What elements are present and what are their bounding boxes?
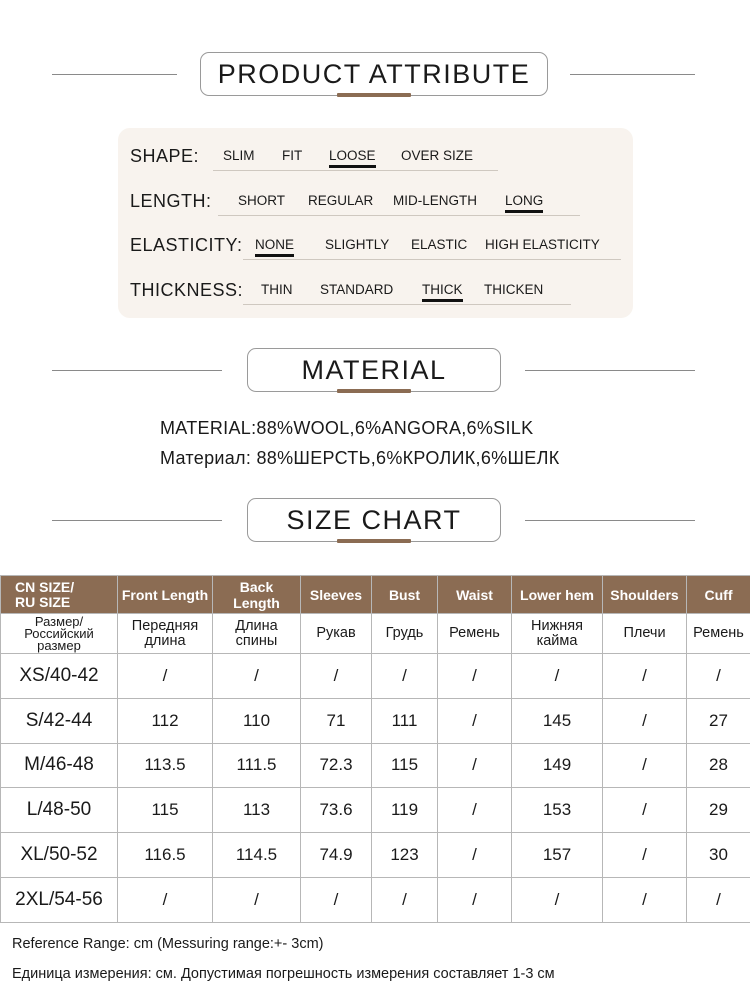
measurement-cell: / (438, 833, 512, 878)
divider-right (525, 520, 695, 521)
size-chart-table (0, 575, 750, 923)
measurement-cell: 123 (372, 833, 438, 878)
measurement-cell: 114.5 (213, 833, 301, 878)
measurement-cell: 27 (687, 698, 750, 743)
measurement-cell: 112 (118, 698, 213, 743)
column-header: Shoulders (603, 576, 687, 614)
attribute-row-length (118, 187, 633, 217)
measurement-cell: / (438, 788, 512, 833)
section-title: PRODUCT ATTRIBUTE (200, 52, 548, 96)
column-header-ru: Ремень (438, 614, 512, 654)
attribute-label: THICKNESS: (130, 280, 244, 300)
measurement-cell: 115 (118, 788, 213, 833)
measurement-cell: / (438, 877, 512, 922)
reference-ru: Единица измерения: см. Допустимая погрешность измерения составляет 1-3 см (12, 966, 555, 982)
measurement-cell: / (372, 654, 438, 699)
measurement-cell: / (603, 654, 687, 699)
measurement-cell: 149 (512, 743, 603, 788)
measurement-cell: / (687, 654, 750, 699)
measurement-cell: / (512, 654, 603, 699)
attribute-option: MID-LENGTH (393, 193, 477, 208)
attribute-row-elasticity (118, 231, 633, 261)
size-chart-header (0, 498, 750, 544)
column-header-ru: Ремень (687, 614, 750, 654)
measurement-cell: 145 (512, 698, 603, 743)
column-header-ru: Плечи (603, 614, 687, 654)
measurement-cell: 113.5 (118, 743, 213, 788)
material-label: MATERIAL: (160, 418, 257, 438)
measurement-cell: / (438, 698, 512, 743)
measurement-cell: / (603, 743, 687, 788)
header-row-ru (1, 614, 750, 654)
attribute-option: SLIGHTLY (325, 237, 390, 252)
column-header: Cuff (687, 576, 750, 614)
table-row (1, 698, 750, 743)
attribute-row-thickness (118, 276, 633, 306)
table-row (1, 743, 750, 788)
column-header: Sleeves (301, 576, 372, 614)
measurement-cell: 30 (687, 833, 750, 878)
measurement-cell: / (118, 654, 213, 699)
measurement-cell: / (438, 654, 512, 699)
column-header-ru: Размер/ Российский размер (1, 614, 118, 654)
measurement-cell: 28 (687, 743, 750, 788)
measurement-cell: / (687, 877, 750, 922)
measurement-cell: 111.5 (213, 743, 301, 788)
measurement-cell: 157 (512, 833, 603, 878)
attribute-option-selected: NONE (255, 237, 295, 252)
table-row (1, 788, 750, 833)
measurement-cell: / (213, 877, 301, 922)
divider-left (52, 520, 222, 521)
attribute-option: ELASTIC (411, 237, 468, 252)
material-header (0, 348, 750, 394)
header-line: RU SIZE (15, 593, 71, 610)
section-title: SIZE CHART (247, 498, 501, 542)
measurement-cell: / (372, 877, 438, 922)
measurement-cell: / (301, 877, 372, 922)
header-line: CN SIZE/ (15, 578, 75, 595)
attribute-option: STANDARD (320, 282, 394, 297)
column-header: Waist (438, 576, 512, 614)
size-cell: L/48-50 (1, 788, 118, 833)
reference-en: Reference Range: cm (Messuring range:+- 3cm) (12, 936, 324, 952)
product-attribute-header (0, 52, 750, 98)
divider-right (570, 74, 695, 75)
measurement-cell: 115 (372, 743, 438, 788)
attribute-rule (218, 215, 580, 216)
table-row (1, 833, 750, 878)
measurement-cell: 72.3 (301, 743, 372, 788)
attribute-option: THIN (261, 282, 293, 297)
measurement-cell: / (118, 877, 213, 922)
divider-right (525, 370, 695, 371)
measurement-cell: 110 (213, 698, 301, 743)
attribute-label: SHAPE: (130, 146, 200, 166)
attribute-option-selected: THICK (422, 282, 463, 297)
measurement-cell: / (512, 877, 603, 922)
measurement-cell: / (603, 698, 687, 743)
size-cell: S/42-44 (1, 698, 118, 743)
measurement-cell: 71 (301, 698, 372, 743)
divider-left (52, 74, 177, 75)
section-title: MATERIAL (247, 348, 501, 392)
column-header-ru: Рукав (301, 614, 372, 654)
measurement-cell: / (301, 654, 372, 699)
material-value: 88%ШЕРСТЬ,6%КРОЛИК,6%ШЕЛК (256, 448, 560, 468)
measurement-cell: / (603, 788, 687, 833)
column-header-ru: Длина спины (213, 614, 301, 654)
attribute-option: FIT (282, 148, 303, 163)
attribute-row-shape (118, 142, 633, 172)
measurement-cell: 153 (512, 788, 603, 833)
material-label: Материал: (160, 448, 252, 468)
attribute-option-selected: LOOSE (329, 148, 376, 163)
column-header-ru: Нижняя кайма (512, 614, 603, 654)
attribute-panel (118, 128, 633, 318)
column-header (1, 576, 118, 614)
attribute-label: LENGTH: (130, 191, 212, 211)
material-line-en (160, 418, 533, 439)
attribute-option: THICKEN (484, 282, 544, 297)
material-value: 88%WOOL,6%ANGORA,6%SILK (256, 418, 534, 438)
attribute-option: SHORT (238, 193, 286, 208)
attribute-rule (243, 259, 621, 260)
header-row-en (1, 576, 750, 614)
attribute-option: HIGH ELASTICITY (485, 237, 600, 252)
measurement-cell: 116.5 (118, 833, 213, 878)
measurement-cell: 29 (687, 788, 750, 833)
size-cell: 2XL/54-56 (1, 877, 118, 922)
attribute-option: SLIM (223, 148, 255, 163)
attribute-option: OVER SIZE (401, 148, 474, 163)
column-header: Lower hem (512, 576, 603, 614)
measurement-cell: / (603, 877, 687, 922)
column-header: Front Length (118, 576, 213, 614)
measurement-cell: / (438, 743, 512, 788)
attribute-rule (213, 170, 498, 171)
column-header-ru: Передняя длина (118, 614, 213, 654)
table-row (1, 654, 750, 699)
table-row (1, 877, 750, 922)
measurement-cell: 119 (372, 788, 438, 833)
size-cell: XL/50-52 (1, 833, 118, 878)
attribute-rule (243, 304, 571, 305)
attribute-label: ELASTICITY: (130, 235, 243, 255)
size-cell: M/46-48 (1, 743, 118, 788)
attribute-option: REGULAR (308, 193, 374, 208)
measurement-cell: / (603, 833, 687, 878)
measurement-cell: 74.9 (301, 833, 372, 878)
column-header-ru: Грудь (372, 614, 438, 654)
measurement-cell: / (213, 654, 301, 699)
size-cell: XS/40-42 (1, 654, 118, 699)
column-header: Back Length (213, 576, 301, 614)
measurement-cell: 73.6 (301, 788, 372, 833)
attribute-option-selected: LONG (505, 193, 544, 208)
material-line-ru (160, 448, 559, 469)
measurement-cell: 113 (213, 788, 301, 833)
divider-left (52, 370, 222, 371)
measurement-cell: 111 (372, 698, 438, 743)
column-header: Bust (372, 576, 438, 614)
